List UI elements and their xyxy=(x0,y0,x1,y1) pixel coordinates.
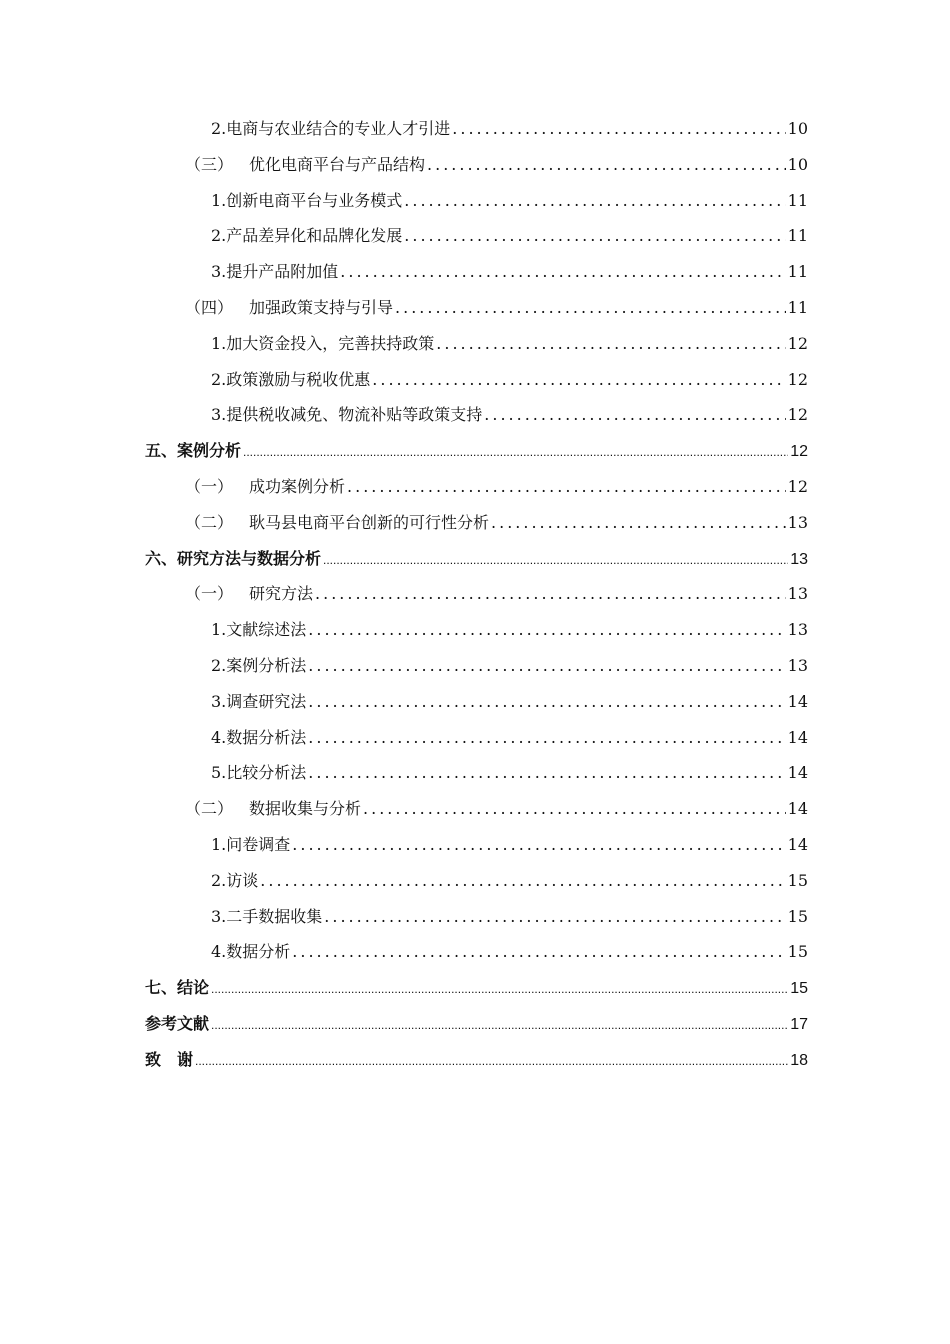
dot-leader xyxy=(363,791,786,827)
dot-leader xyxy=(195,1044,788,1080)
toc-page-number: 12 xyxy=(787,333,808,353)
toc-entry[interactable] xyxy=(145,147,808,183)
dot-leader xyxy=(395,290,786,326)
toc-entry[interactable] xyxy=(145,755,808,791)
dot-leader xyxy=(323,543,788,579)
dot-leader xyxy=(315,576,786,612)
toc-page-number: 14 xyxy=(787,727,808,747)
toc-entry-label: 1.问卷调查 xyxy=(211,834,291,854)
toc-page-number: 10 xyxy=(787,119,808,138)
dot-leader xyxy=(211,1008,788,1044)
toc-entry[interactable] xyxy=(145,720,808,756)
toc-entry[interactable] xyxy=(145,576,808,612)
toc-entry-label: 优化电商平台与产品结构 xyxy=(249,154,426,174)
toc-page-number: 10 xyxy=(787,154,808,174)
toc-page-number: 15 xyxy=(787,870,808,890)
toc-entry-label: 4.数据分析法 xyxy=(211,727,307,747)
toc-entry-label: 4.数据分析 xyxy=(211,942,291,962)
dot-leader xyxy=(404,218,785,254)
toc-entry-number: （四） xyxy=(185,297,234,317)
toc-page-number: 13 xyxy=(787,512,808,532)
toc-entry-label: 2.案例分析法 xyxy=(211,655,307,675)
toc-page-number: 11 xyxy=(787,262,808,282)
toc-page-number: 11 xyxy=(787,190,808,210)
toc-entry[interactable] xyxy=(145,111,808,147)
toc-entry[interactable] xyxy=(145,397,808,433)
toc-entry[interactable] xyxy=(145,541,808,577)
toc-entry[interactable] xyxy=(145,254,808,290)
toc-entry-number: （二） xyxy=(185,512,234,532)
dot-leader xyxy=(308,648,785,684)
toc-entry[interactable] xyxy=(145,791,808,827)
toc-page-number: 17 xyxy=(790,1015,808,1033)
toc-entry[interactable] xyxy=(145,433,808,469)
toc-entry-label: 参考文献 xyxy=(145,1013,210,1033)
toc-page-number: 12 xyxy=(787,369,808,389)
dot-leader xyxy=(427,147,786,183)
toc-entry[interactable] xyxy=(145,899,808,935)
toc-entry[interactable] xyxy=(145,505,808,541)
dot-leader xyxy=(292,827,785,863)
toc-entry[interactable] xyxy=(145,1042,808,1078)
toc-entry-label: 2.政策激励与税收优惠 xyxy=(211,369,371,389)
toc-entry-label: 五、案例分析 xyxy=(145,441,242,461)
toc-page-number: 13 xyxy=(787,620,808,640)
toc-entry[interactable] xyxy=(145,290,808,326)
toc-entry-number: （二） xyxy=(185,799,234,819)
table-of-contents xyxy=(145,111,808,1078)
toc-entry-number: （一） xyxy=(185,584,234,604)
toc-page-number: 15 xyxy=(790,980,808,998)
toc-entry-label: 研究方法 xyxy=(249,584,314,604)
toc-page-number: 11 xyxy=(787,297,808,317)
toc-entry-label: 2.访谈 xyxy=(211,870,259,890)
toc-entry[interactable] xyxy=(145,218,808,254)
dot-leader xyxy=(308,612,785,648)
toc-page-number: 14 xyxy=(787,691,808,711)
toc-entry[interactable] xyxy=(145,684,808,720)
toc-entry[interactable] xyxy=(145,1006,808,1042)
toc-page-number: 12 xyxy=(787,476,808,496)
toc-page-number: 15 xyxy=(787,942,808,962)
toc-entry[interactable] xyxy=(145,612,808,648)
toc-entry[interactable] xyxy=(145,362,808,398)
toc-entry-label: 致 谢 xyxy=(145,1049,194,1069)
toc-entry-label: 3.提升产品附加值 xyxy=(211,262,339,282)
toc-page-number: 14 xyxy=(787,834,808,854)
dot-leader xyxy=(452,111,785,147)
dot-leader xyxy=(404,183,785,219)
toc-entry-label: 1.加大资金投入，完善扶持政策 xyxy=(211,333,435,353)
toc-entry-label: 加强政策支持与引导 xyxy=(249,297,394,317)
toc-page-number: 13 xyxy=(787,584,808,604)
dot-leader xyxy=(308,720,785,756)
toc-entry-label: 2.电商与农业结合的专业人才引进 xyxy=(211,119,451,138)
toc-page-number: 14 xyxy=(787,799,808,819)
dot-leader xyxy=(324,899,785,935)
toc-entry[interactable] xyxy=(145,469,808,505)
toc-entry-label: 成功案例分析 xyxy=(249,476,346,496)
toc-entry-number: （三） xyxy=(185,154,234,174)
toc-entry[interactable] xyxy=(145,970,808,1006)
dot-leader xyxy=(372,362,785,398)
toc-page-number: 13 xyxy=(790,550,808,568)
toc-entry-label: 六、研究方法与数据分析 xyxy=(145,548,322,568)
toc-entry-label: 耿马县电商平台创新的可行性分析 xyxy=(249,512,490,532)
toc-entry[interactable] xyxy=(145,183,808,219)
dot-leader xyxy=(292,934,785,970)
dot-leader xyxy=(340,254,785,290)
dot-leader xyxy=(436,326,785,362)
toc-entry-number: （一） xyxy=(185,476,234,496)
toc-entry-label: 1.创新电商平台与业务模式 xyxy=(211,190,403,210)
toc-entry[interactable] xyxy=(145,326,808,362)
toc-entry-label: 数据收集与分析 xyxy=(249,799,362,819)
toc-entry-label: 5.比较分析法 xyxy=(211,763,307,783)
toc-entry-label: 1.文献综述法 xyxy=(211,620,307,640)
toc-page-number: 11 xyxy=(787,226,808,246)
toc-page-number: 13 xyxy=(787,655,808,675)
dot-leader xyxy=(347,469,786,505)
toc-page-number: 14 xyxy=(787,763,808,783)
toc-page-number: 12 xyxy=(787,405,808,425)
dot-leader xyxy=(243,435,788,471)
dot-leader xyxy=(484,397,785,433)
toc-entry-label: 2.产品差异化和品牌化发展 xyxy=(211,226,403,246)
toc-page-number: 18 xyxy=(790,1051,808,1069)
toc-entry[interactable] xyxy=(145,934,808,970)
dot-leader xyxy=(211,972,788,1008)
dot-leader xyxy=(491,505,786,541)
dot-leader xyxy=(308,755,785,791)
toc-entry[interactable] xyxy=(145,648,808,684)
toc-entry-label: 3.二手数据收集 xyxy=(211,906,323,926)
toc-page-number: 12 xyxy=(790,443,808,461)
toc-entry[interactable] xyxy=(145,827,808,863)
toc-entry-label: 3.提供税收减免、物流补贴等政策支持 xyxy=(211,405,483,425)
dot-leader xyxy=(260,863,785,899)
toc-entry-label: 七、结论 xyxy=(145,978,210,998)
toc-entry-label: 3.调查研究法 xyxy=(211,691,307,711)
toc-page-number: 15 xyxy=(787,906,808,926)
toc-entry[interactable] xyxy=(145,863,808,899)
dot-leader xyxy=(308,684,785,720)
